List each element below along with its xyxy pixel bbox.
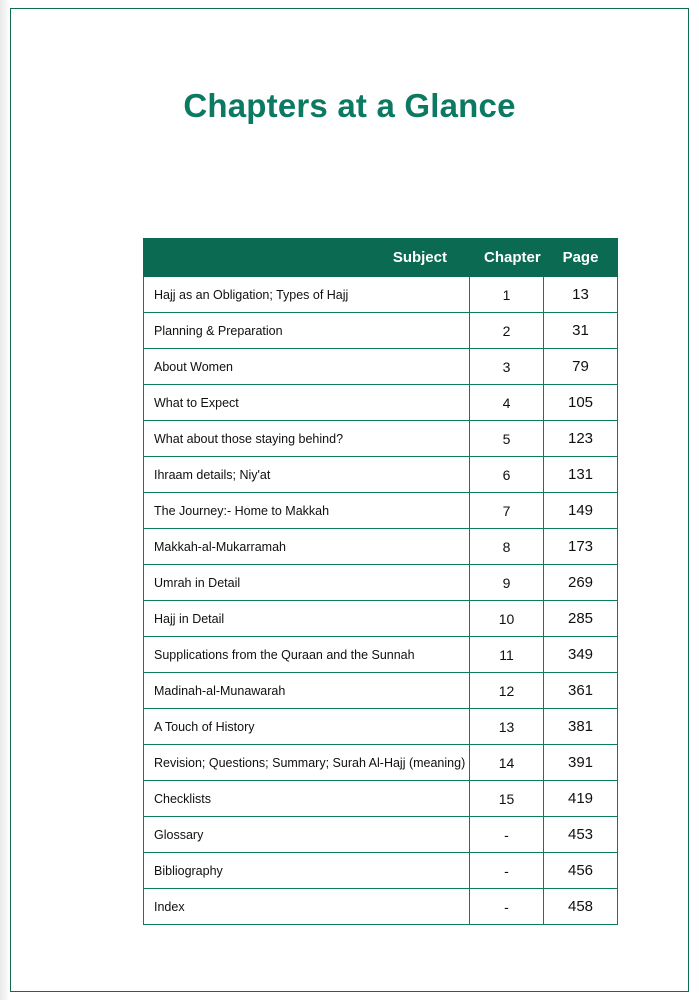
cell-chapter: 11 [470, 637, 544, 673]
cell-subject: A Touch of History [144, 709, 470, 745]
chapters-table-container [143, 238, 617, 925]
cell-page: 349 [544, 637, 618, 673]
cell-chapter: - [470, 889, 544, 925]
cell-subject: Supplications from the Quraan and the Sunnah [144, 637, 470, 673]
page-frame [10, 8, 689, 992]
cell-page: 456 [544, 853, 618, 889]
table-row [144, 529, 618, 565]
cell-page: 105 [544, 385, 618, 421]
table-row [144, 349, 618, 385]
cell-subject: Makkah-al-Mukarramah [144, 529, 470, 565]
table-row [144, 817, 618, 853]
cell-subject: Revision; Questions; Summary; Surah Al-Hajj (meaning) [144, 745, 470, 781]
cell-subject: Checklists [144, 781, 470, 817]
table-row [144, 673, 618, 709]
table-row [144, 493, 618, 529]
cell-chapter: 7 [470, 493, 544, 529]
cell-page: 419 [544, 781, 618, 817]
cell-chapter: 9 [470, 565, 544, 601]
cell-subject: What to Expect [144, 385, 470, 421]
table-row [144, 277, 618, 313]
cell-subject: What about those staying behind? [144, 421, 470, 457]
table-row [144, 781, 618, 817]
cell-subject: Hajj in Detail [144, 601, 470, 637]
table-header-row [144, 239, 618, 277]
cell-subject: The Journey:- Home to Makkah [144, 493, 470, 529]
table-row [144, 889, 618, 925]
table-row [144, 457, 618, 493]
table-row [144, 745, 618, 781]
table-row [144, 637, 618, 673]
cell-chapter: - [470, 817, 544, 853]
cell-chapter: 13 [470, 709, 544, 745]
cell-chapter: 12 [470, 673, 544, 709]
page-edge-shadow [0, 0, 10, 1000]
cell-page: 79 [544, 349, 618, 385]
cell-chapter: 1 [470, 277, 544, 313]
table-row [144, 601, 618, 637]
table-row [144, 709, 618, 745]
table-row [144, 313, 618, 349]
cell-chapter: 4 [470, 385, 544, 421]
table-row [144, 421, 618, 457]
cell-page: 381 [544, 709, 618, 745]
table-row [144, 565, 618, 601]
cell-chapter: 15 [470, 781, 544, 817]
cell-chapter: - [470, 853, 544, 889]
cell-page: 13 [544, 277, 618, 313]
table-body [144, 277, 618, 925]
cell-subject: Planning & Preparation [144, 313, 470, 349]
page-title: Chapters at a Glance [183, 87, 516, 124]
chapters-table [143, 238, 618, 925]
cell-page: 173 [544, 529, 618, 565]
cell-subject: Hajj as an Obligation; Types of Hajj [144, 277, 470, 313]
cell-page: 31 [544, 313, 618, 349]
column-header-chapter: Chapter [470, 239, 544, 277]
cell-subject: Bibliography [144, 853, 470, 889]
cell-subject: Glossary [144, 817, 470, 853]
cell-page: 269 [544, 565, 618, 601]
cell-chapter: 14 [470, 745, 544, 781]
cell-page: 149 [544, 493, 618, 529]
cell-chapter: 3 [470, 349, 544, 385]
cell-chapter: 8 [470, 529, 544, 565]
table-header [144, 239, 618, 277]
cell-subject: About Women [144, 349, 470, 385]
cell-page: 391 [544, 745, 618, 781]
cell-page: 123 [544, 421, 618, 457]
column-header-subject: Subject [144, 239, 470, 277]
cell-chapter: 5 [470, 421, 544, 457]
cell-page: 453 [544, 817, 618, 853]
cell-subject: Ihraam details; Niy'at [144, 457, 470, 493]
column-header-page: Page [544, 239, 618, 277]
cell-subject: Umrah in Detail [144, 565, 470, 601]
cell-chapter: 10 [470, 601, 544, 637]
cell-page: 131 [544, 457, 618, 493]
cell-chapter: 6 [470, 457, 544, 493]
cell-page: 285 [544, 601, 618, 637]
cell-page: 361 [544, 673, 618, 709]
cell-chapter: 2 [470, 313, 544, 349]
cell-subject: Index [144, 889, 470, 925]
table-row [144, 853, 618, 889]
table-row [144, 385, 618, 421]
cell-subject: Madinah-al-Munawarah [144, 673, 470, 709]
page-content [11, 9, 688, 991]
cell-page: 458 [544, 889, 618, 925]
